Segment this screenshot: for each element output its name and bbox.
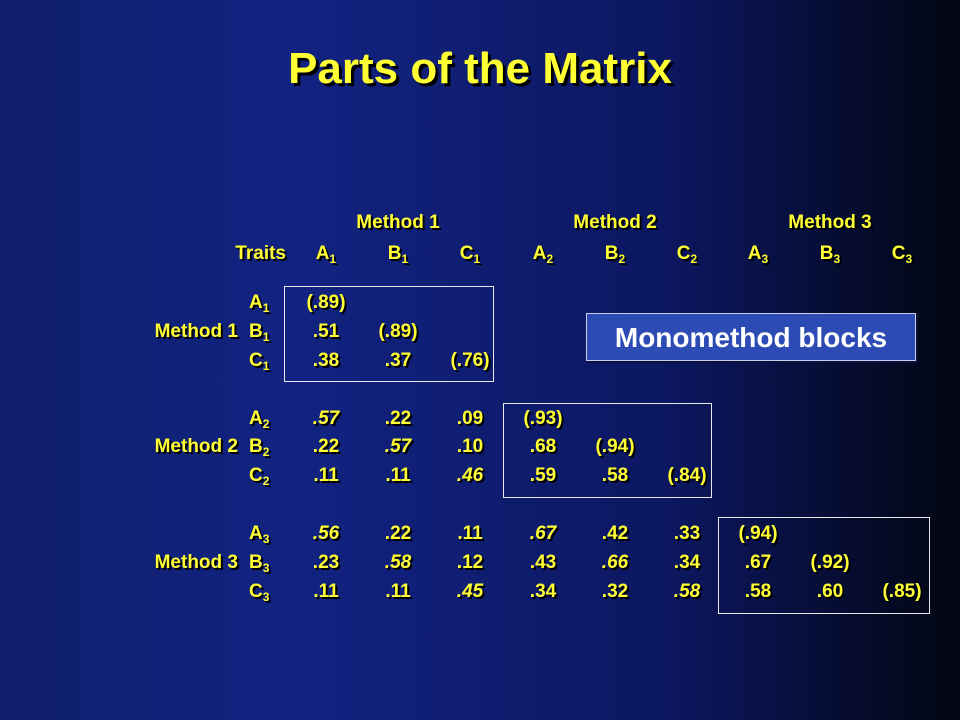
monomethod-blocks-callout: Monomethod blocks bbox=[586, 313, 916, 361]
matrix-cell: .34 bbox=[529, 581, 557, 602]
matrix-cell: .09 bbox=[456, 408, 484, 429]
matrix-cell: .57 bbox=[312, 408, 340, 429]
matrix-cell: (.76) bbox=[450, 350, 490, 371]
matrix-cell: .58 bbox=[384, 552, 412, 573]
matrix-cell: .11 bbox=[385, 465, 411, 486]
matrix-cell: .22 bbox=[384, 408, 412, 429]
row-method-label: Method 2 bbox=[154, 436, 238, 457]
matrix-cell: .23 bbox=[312, 552, 340, 573]
matrix-cell: .67 bbox=[744, 552, 772, 573]
matrix-cell: (.94) bbox=[595, 436, 635, 457]
matrix-cell: .67 bbox=[529, 523, 557, 544]
matrix-cell: .11 bbox=[313, 581, 339, 602]
matrix-cell: (.94) bbox=[738, 523, 778, 544]
matrix-cell: (.89) bbox=[306, 292, 346, 313]
monomethod-block-2 bbox=[503, 403, 712, 498]
matrix-cell: .12 bbox=[456, 552, 484, 573]
matrix-cell: .58 bbox=[673, 581, 701, 602]
column-header: $A_1$ bbox=[315, 243, 337, 266]
matrix-cell: .22 bbox=[384, 523, 412, 544]
matrix-cell: .58 bbox=[744, 581, 772, 602]
matrix-cell: (.89) bbox=[378, 321, 418, 342]
matrix-cell: (.85) bbox=[882, 581, 922, 602]
matrix-cell: .57 bbox=[384, 436, 412, 457]
matrix-cell: .45 bbox=[456, 581, 484, 602]
matrix-cell: .11 bbox=[457, 523, 483, 544]
matrix-cell: .11 bbox=[313, 465, 339, 486]
column-header: $C_1$ bbox=[459, 243, 481, 266]
matrix-cell: .22 bbox=[312, 436, 340, 457]
matrix-cell: .42 bbox=[601, 523, 629, 544]
column-header: $B_3$ bbox=[819, 243, 841, 266]
column-header: $B_1$ bbox=[387, 243, 409, 266]
column-header: $C_2$ bbox=[676, 243, 698, 266]
matrix-cell: (.92) bbox=[810, 552, 850, 573]
column-header: $B_2$ bbox=[604, 243, 626, 266]
row-trait-label: $C_3$ bbox=[249, 581, 270, 604]
row-trait-label: $C_2$ bbox=[249, 465, 270, 488]
matrix-cell: .60 bbox=[816, 581, 844, 602]
matrix-cell: .10 bbox=[456, 436, 484, 457]
matrix-cell: .46 bbox=[456, 465, 484, 486]
matrix-cell: .66 bbox=[601, 552, 629, 573]
matrix-cell: (.84) bbox=[667, 465, 707, 486]
matrix-cell: .51 bbox=[312, 321, 340, 342]
page-title: Parts of the Matrix bbox=[288, 44, 672, 93]
matrix-cell: .33 bbox=[673, 523, 701, 544]
row-trait-label: $A_3$ bbox=[249, 523, 270, 546]
method-header: Method 1 bbox=[356, 212, 440, 233]
matrix-cell: .68 bbox=[529, 436, 557, 457]
matrix-cell: .56 bbox=[312, 523, 340, 544]
row-trait-label: $B_2$ bbox=[249, 436, 270, 459]
method-header: Method 3 bbox=[788, 212, 872, 233]
row-method-label: Method 3 bbox=[154, 552, 238, 573]
matrix-cell: .32 bbox=[601, 581, 629, 602]
column-header: $A_3$ bbox=[747, 243, 769, 266]
matrix-cell: .38 bbox=[312, 350, 340, 371]
matrix-cell: .58 bbox=[601, 465, 629, 486]
traits-label: Traits bbox=[235, 243, 286, 264]
row-method-label: Method 1 bbox=[154, 321, 238, 342]
matrix-cell: .37 bbox=[384, 350, 412, 371]
row-trait-label: $B_3$ bbox=[249, 552, 270, 575]
matrix-cell: .34 bbox=[673, 552, 701, 573]
row-trait-label: $C_1$ bbox=[249, 350, 270, 373]
row-trait-label: $A_2$ bbox=[249, 408, 270, 431]
matrix-cell: .59 bbox=[529, 465, 557, 486]
column-header: $C_3$ bbox=[891, 243, 913, 266]
column-header: $A_2$ bbox=[532, 243, 554, 266]
monomethod-block-3 bbox=[718, 517, 930, 614]
row-trait-label: $A_1$ bbox=[249, 292, 270, 315]
matrix-cell: .11 bbox=[385, 581, 411, 602]
matrix-cell: .43 bbox=[529, 552, 557, 573]
row-trait-label: $B_1$ bbox=[249, 321, 270, 344]
method-header: Method 2 bbox=[573, 212, 657, 233]
monomethod-block-1 bbox=[284, 286, 494, 382]
matrix-cell: (.93) bbox=[523, 408, 563, 429]
